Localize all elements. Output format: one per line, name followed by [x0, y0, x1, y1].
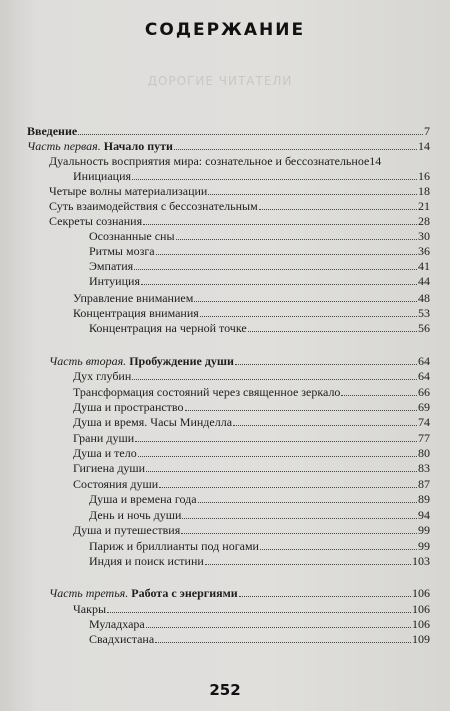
part-title: Работа с энергиями [131, 586, 238, 600]
leader-dots [182, 507, 417, 519]
toc-entry[interactable] [49, 198, 430, 214]
toc-entry[interactable] [89, 273, 430, 289]
toc-label: Душа и время. Часы Минделла [73, 415, 233, 429]
leader-dots [78, 123, 423, 135]
toc-page: 87 [418, 477, 430, 491]
toc-page: 53 [418, 306, 430, 320]
toc-label: Управление вниманием [73, 291, 194, 305]
toc-entry[interactable] [89, 553, 430, 569]
toc-page: 66 [418, 385, 430, 399]
toc-label: Концентрация внимания [73, 306, 199, 320]
toc-page: 106 [412, 602, 430, 616]
toc-label: Осознанные сны [89, 229, 175, 243]
leader-dots [107, 601, 411, 613]
toc-page: 14 [418, 139, 430, 153]
toc-entry[interactable] [73, 168, 430, 184]
toc-entry[interactable] [73, 430, 430, 446]
toc-label: Ритмы мозга [89, 244, 155, 258]
toc-page: 83 [418, 461, 430, 475]
leader-dots [141, 273, 417, 285]
toc-entry[interactable] [73, 476, 430, 492]
toc-page: 89 [418, 492, 430, 506]
toc-entry[interactable] [73, 601, 430, 617]
leader-dots [259, 198, 417, 210]
toc-label [49, 353, 234, 369]
leader-dots [181, 522, 417, 534]
leader-dots [143, 213, 417, 225]
part-prefix: Часть третья. [49, 586, 129, 600]
toc-label: Дух глубин [73, 369, 132, 383]
toc-label: Свадхистана [89, 632, 155, 646]
toc-label: Инициация [73, 169, 132, 183]
leader-dots [208, 183, 417, 195]
page-title: СОДЕРЖАНИЕ [144, 20, 306, 40]
toc-entry[interactable] [73, 305, 430, 321]
toc-entry[interactable] [89, 631, 430, 647]
toc-page: 21 [418, 199, 430, 213]
leader-dots [235, 353, 417, 365]
leader-dots [200, 305, 417, 317]
bleed-through-text: ДОРОГИЕ ЧИТАТЕЛИ [147, 74, 293, 88]
leader-dots [194, 290, 417, 302]
leader-dots [174, 138, 417, 150]
toc-label [49, 585, 238, 601]
leader-dots [198, 491, 417, 503]
leader-dots [156, 243, 417, 255]
toc-page: 30 [418, 229, 430, 243]
leader-dots [239, 585, 411, 597]
page-number: 252 [209, 681, 241, 699]
leader-dots [155, 631, 411, 643]
toc-page: 41 [418, 259, 430, 273]
toc-page: 94 [418, 508, 430, 522]
toc-entry[interactable] [89, 491, 430, 507]
toc-page: 64 [418, 369, 430, 383]
toc-page: 44 [418, 274, 430, 288]
toc-entry[interactable] [73, 460, 430, 476]
toc-page: 80 [418, 446, 430, 460]
toc-page: 69 [418, 400, 430, 414]
toc-label: Муладхара [89, 617, 145, 631]
toc-entry[interactable] [89, 243, 430, 259]
toc-entry[interactable] [73, 414, 430, 430]
toc-page: 28 [418, 214, 430, 228]
toc-label: Дуальность восприятия мира: сознательное и бессознательное [49, 154, 370, 168]
toc-page: 64 [418, 354, 430, 368]
toc-entry[interactable] [49, 153, 430, 169]
leader-dots [132, 368, 417, 380]
leader-dots [159, 476, 417, 488]
toc-entry-part-two[interactable] [49, 353, 430, 369]
toc-label: Гигиена души [73, 461, 146, 475]
toc-page: 106 [412, 617, 430, 631]
toc-entry[interactable] [89, 228, 430, 244]
part-prefix: Часть вторая. [49, 354, 127, 368]
toc-entry-introduction[interactable] [27, 123, 430, 139]
toc-label: Введение [27, 124, 78, 138]
toc-page: 77 [418, 431, 430, 445]
toc-label: Трансформация состояний через священное зеркало [73, 385, 341, 399]
toc-label: Концентрация на черной точке [89, 321, 247, 335]
toc-page: 109 [412, 632, 430, 646]
leader-dots [233, 414, 417, 426]
toc-label: Эмпатия [89, 259, 134, 273]
toc-entry[interactable] [49, 183, 430, 199]
part-title: Пробуждение души [129, 354, 234, 368]
toc-label: Чакры [73, 602, 107, 616]
toc-label: Душа и тело [73, 446, 137, 460]
toc-label: Состояния души [73, 477, 159, 491]
toc-entry[interactable] [49, 213, 430, 229]
toc-entry-part-one[interactable] [27, 138, 430, 154]
toc-page: 56 [418, 321, 430, 335]
toc-entry[interactable] [73, 368, 430, 384]
toc-page: 14 [369, 154, 382, 168]
toc-label: Четыре волны материализации [49, 184, 208, 198]
leader-dots [185, 399, 417, 411]
toc-page: 103 [412, 554, 430, 568]
toc-label: Душа и путешествия [73, 523, 181, 537]
toc-entry[interactable] [73, 399, 430, 415]
toc-label: Индия и поиск истини [89, 554, 204, 568]
toc-page: 16 [418, 169, 430, 183]
leader-dots [146, 616, 411, 628]
toc-page: 99 [418, 523, 430, 537]
toc-page: 99 [418, 539, 430, 553]
toc-label: Секреты сознания [49, 214, 143, 228]
leader-dots [248, 320, 417, 332]
toc-entry[interactable] [73, 290, 430, 306]
toc-label [27, 138, 173, 154]
toc-entry[interactable] [89, 538, 430, 554]
part-prefix: Часть первая. [27, 139, 101, 153]
toc-entry[interactable] [89, 258, 430, 274]
leader-dots [135, 430, 417, 442]
toc-page: 106 [412, 586, 430, 600]
toc-label: Душа и времена года [89, 492, 197, 506]
toc-entry[interactable] [73, 384, 430, 400]
leader-dots [176, 228, 417, 240]
leader-dots [260, 538, 417, 550]
toc-label: Суть взаимодействия с бессознательным [49, 199, 258, 213]
toc-page: 18 [418, 184, 430, 198]
leader-dots [138, 445, 417, 457]
toc-entry[interactable] [73, 522, 430, 538]
toc-label: Грани души [73, 431, 135, 445]
toc-page: 74 [418, 415, 430, 429]
toc-label: Париж и бриллианты под ногами [89, 539, 259, 553]
leader-dots [146, 460, 417, 472]
toc-entry-part-three[interactable] [49, 585, 430, 601]
toc-entry[interactable] [73, 445, 430, 461]
leader-dots [132, 168, 417, 180]
toc-entry[interactable] [89, 616, 430, 632]
toc-label: Интуиция [89, 274, 140, 288]
toc-page: 7 [424, 124, 430, 138]
part-title: Начало пути [103, 139, 173, 153]
toc-entry[interactable] [89, 507, 430, 523]
leader-dots [205, 553, 411, 565]
leader-dots [134, 258, 417, 270]
toc-entry[interactable] [89, 320, 430, 336]
toc-page: 36 [418, 244, 430, 258]
leader-dots [341, 384, 417, 396]
toc-label: Душа и пространство [73, 400, 184, 414]
toc-page: 48 [418, 291, 430, 305]
toc-label: День и ночь души [89, 508, 182, 522]
